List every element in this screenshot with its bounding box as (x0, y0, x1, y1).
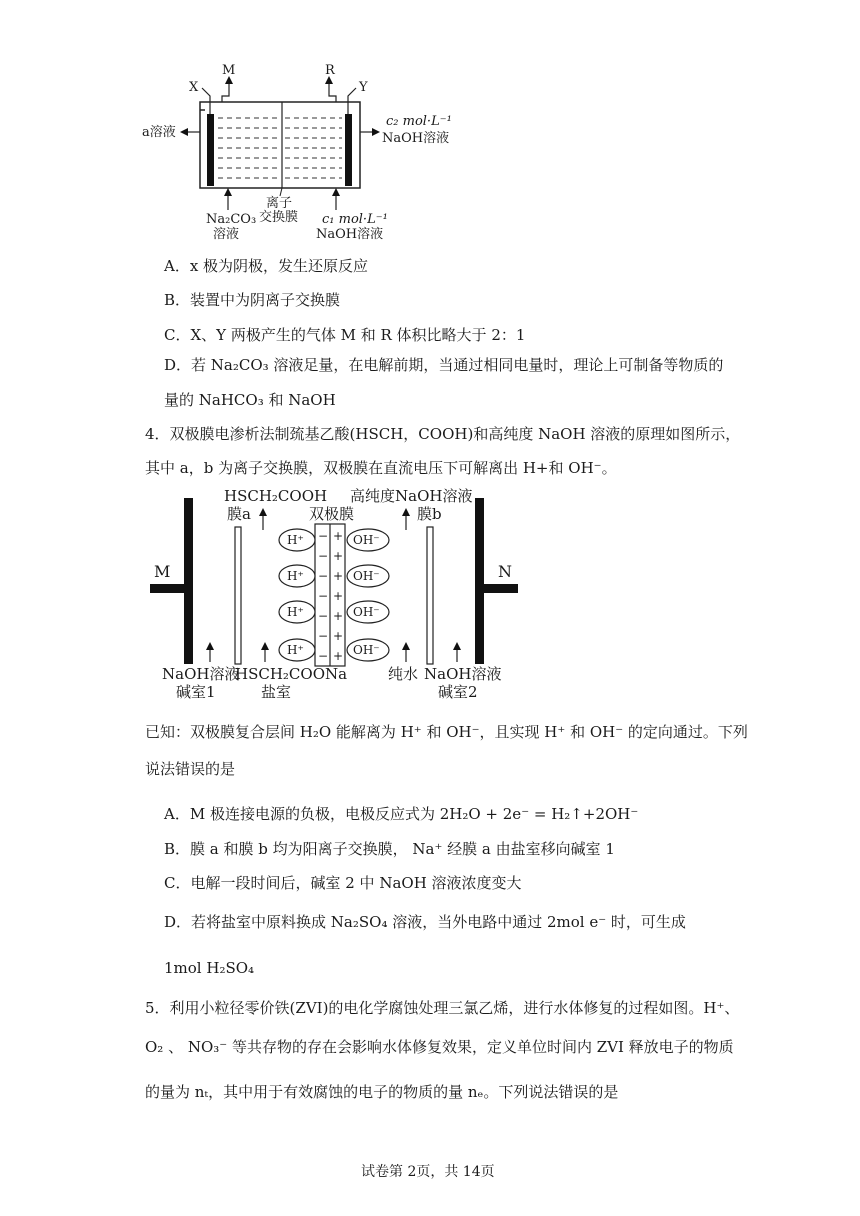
label-membrane-2: 交换膜 (259, 210, 299, 225)
q5-line2: O₂ 、 NO₃⁻ 等共存物的存在会影响水体修复效果，定义单位时间内 ZVI 释放电子的物质 (145, 1038, 734, 1056)
sign-minus-4: − (318, 589, 329, 603)
sign-minus-3: − (318, 569, 329, 583)
sign-plus-7: + (333, 649, 344, 663)
q5-line1: 5．利用小粒径零价铁(ZVI)的电化学腐蚀处理三氯乙烯，进行水体修复的过程如图。H⁺、 (145, 999, 740, 1017)
label-alkali-room-2: 碱室2 (438, 683, 478, 701)
sign-minus-5: − (318, 609, 329, 623)
label-naoh-right: NaOH溶液 (424, 665, 502, 683)
label-na2co3-solution: 溶液 (213, 227, 240, 242)
q4-option-d-line1: D．若将盐室中原料换成 Na₂SO₄ 溶液，当外电路中通过 2mol e⁻ 时，可生成 (164, 913, 686, 931)
label-a-solution: a溶液 (142, 125, 176, 140)
sign-minus-6: − (318, 629, 329, 643)
sign-plus-2: + (333, 549, 344, 563)
sign-plus-1: + (333, 529, 344, 543)
q5-line3: 的量为 nₜ，其中用于有效腐蚀的电子的物质的量 nₑ。下列说法错误的是 (145, 1083, 619, 1101)
sign-minus-2: − (318, 549, 329, 563)
label-salt-room: 盐室 (261, 683, 292, 701)
label-hsch2cooh: HSCH₂COOH (224, 487, 328, 505)
ion-oh-2: OH⁻ (353, 569, 380, 583)
label-electrode-n: N (498, 562, 512, 581)
q4-known-line2: 说法错误的是 (145, 760, 236, 778)
label-pure-water: 纯水 (388, 665, 419, 683)
q3-option-d-line1: D．若 Na₂CO₃ 溶液足量，在电解前期，当通过相同电量时，理论上可制备等物质的 (164, 356, 724, 374)
label-hsch2coona: HSCH₂COONa (235, 665, 348, 683)
label-electrode-m: M (154, 562, 171, 581)
label-naoh-bottom: NaOH溶液 (316, 227, 384, 242)
q4-option-d-line2: 1mol H₂SO₄ (164, 959, 255, 977)
label-x: X (189, 80, 199, 95)
q3-option-a: A．x 极为阴极，发生还原反应 (164, 257, 369, 275)
label-r: R (325, 63, 335, 78)
q4-stem-line1: 4．双极膜电渗析法制巯基乙酸(HSCH，COOH)和高纯度 NaOH 溶液的原理如图所示， (145, 425, 741, 443)
ion-h-3: H⁺ (287, 605, 304, 619)
q4-known-line1: 已知：双极膜复合层间 H₂O 能解离为 H⁺ 和 OH⁻，且实现 H⁺ 和 OH⁻ 的定向通过。下列 (145, 723, 748, 741)
label-membrane-1: 离子 (266, 196, 293, 211)
ion-h-2: H⁺ (287, 569, 304, 583)
label-naoh-left: NaOH溶液 (162, 665, 240, 683)
label-m: M (222, 63, 236, 78)
label-c1: c₁ mol·L⁻¹ (322, 212, 388, 227)
sign-plus-3: + (333, 569, 344, 583)
q4-stem-line2: 其中 a，b 为离子交换膜，双极膜在直流电压下可解离出 H+和 OH⁻。 (145, 459, 617, 477)
label-y: Y (359, 80, 368, 95)
sign-plus-5: + (333, 609, 344, 623)
sign-minus-7: − (318, 649, 329, 663)
sign-plus-4: + (333, 589, 344, 603)
q3-option-c: C．X、Y 两极产生的气体 M 和 R 体积比略大于 2：1 (164, 326, 526, 344)
q3-option-b: B．装置中为阴离子交换膜 (164, 291, 341, 309)
q4-option-a: A．M 极连接电源的负极，电极反应式为 2H₂O + 2e⁻ = H₂↑+2OH⁻ (164, 805, 639, 823)
ion-oh-4: OH⁻ (353, 643, 380, 657)
q3-option-d-line2: 量的 NaHCO₃ 和 NaOH (164, 391, 336, 409)
label-c2: c₂ mol·L⁻¹ (386, 114, 452, 129)
label-membrane-b: 膜b (417, 505, 442, 523)
q4-option-c: C．电解一段时间后，碱室 2 中 NaOH 溶液浓度变大 (164, 874, 522, 892)
page-footer: 试卷第 2页，共 14页 (361, 1164, 495, 1180)
label-bipolar: 双极膜 (309, 505, 355, 523)
label-membrane-a: 膜a (227, 505, 251, 523)
sign-plus-6: + (333, 629, 344, 643)
ion-h-4: H⁺ (287, 643, 304, 657)
q4-option-b: B．膜 a 和膜 b 均为阳离子交换膜， Na⁺ 经膜 a 由盐室移向碱室 1 (164, 840, 615, 858)
ion-oh-1: OH⁻ (353, 533, 380, 547)
label-na2co3: Na₂CO₃ (206, 212, 257, 227)
label-alkali-room-1: 碱室1 (176, 683, 216, 701)
sign-minus-1: − (318, 529, 329, 543)
label-naoh-top: NaOH溶液 (382, 131, 450, 146)
ion-h-1: H⁺ (287, 533, 304, 547)
ion-oh-3: OH⁻ (353, 605, 380, 619)
label-high-purity-naoh: 高纯度NaOH溶液 (350, 487, 473, 505)
